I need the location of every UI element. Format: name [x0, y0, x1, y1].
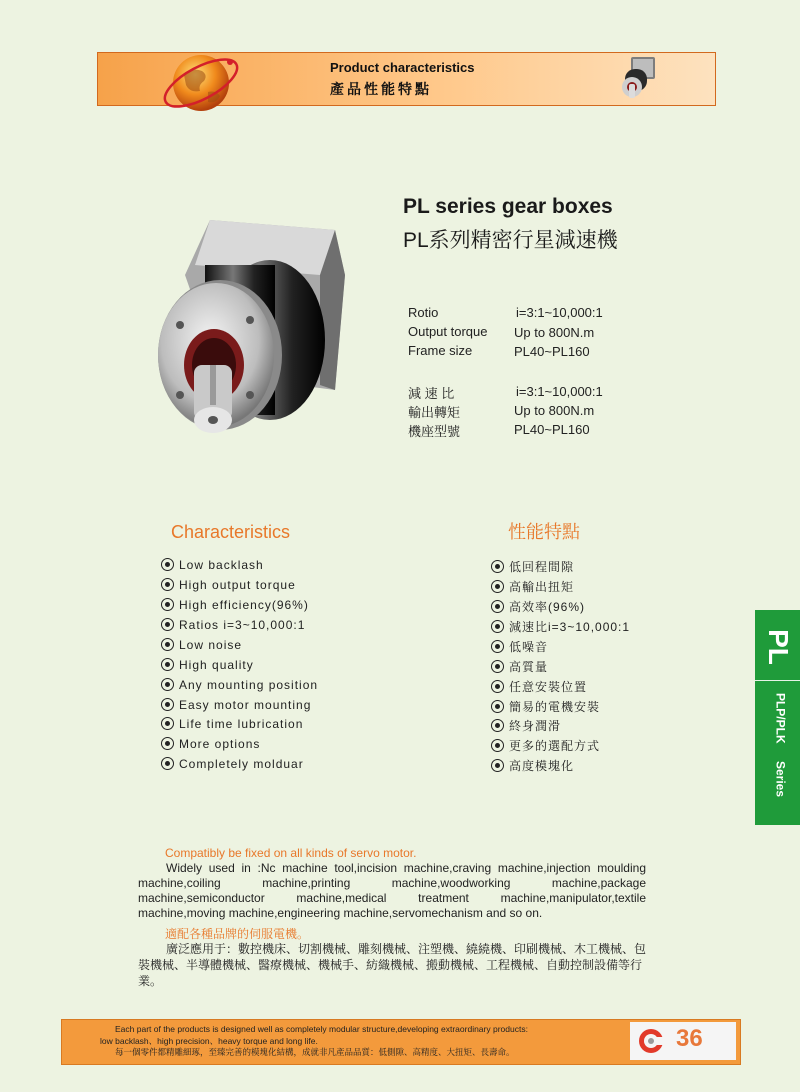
feature-item-zh — [491, 558, 574, 575]
feature-text: Life time lubrication — [179, 717, 304, 731]
feature-text: Any mounting position — [179, 678, 319, 692]
header-title-en: Product characteristics — [330, 60, 475, 75]
feature-item-zh — [491, 658, 548, 675]
feature-text: More options — [179, 737, 261, 751]
bullet-circle-icon — [161, 638, 174, 651]
compat-body-en-text: Widely used in :Nc machine tool,incision machine,craving machine,injection moulding machine,coiling machine,printing machine,woodworking machine,package machine,semiconductor machine,medical treatment machine,manipulator,textile machine,moving machine,engineering machine,servomechanism and so on. — [138, 861, 646, 920]
feature-item-zh — [491, 698, 600, 715]
globe-logo-icon — [160, 40, 242, 122]
bullet-circle-icon — [491, 660, 504, 673]
compat-body-en — [138, 861, 646, 921]
feature-item-zh — [491, 678, 587, 695]
bullet-circle-icon — [491, 640, 504, 653]
feature-item-en — [161, 658, 254, 672]
side-tab-series: PLP/PLK Series — [773, 692, 788, 798]
bullet-circle-icon — [491, 580, 504, 593]
bullet-circle-icon — [161, 598, 174, 611]
spec-label: 輸出轉矩 — [408, 405, 461, 420]
compat-heading-zh: 適配各種品牌的伺服電機。 — [165, 927, 310, 941]
bullet-circle-icon — [161, 618, 174, 631]
spec-value: i=3:1~10,000:1 — [516, 384, 603, 399]
feature-text: High quality — [179, 658, 254, 672]
feature-text: 低噪音 — [509, 640, 549, 654]
spec-label: Frame size — [408, 343, 473, 358]
product-title-zh: PL系列精密行星減速機 — [403, 229, 618, 252]
mini-gearbox-icon — [617, 55, 657, 101]
feature-text: 減速比i=3~10,000:1 — [509, 620, 631, 634]
spec-value: Up to 800N.m — [514, 403, 595, 418]
bullet-circle-icon — [491, 700, 504, 713]
feature-text: Completely molduar — [179, 757, 304, 771]
feature-text: Low noise — [179, 638, 243, 652]
feature-text: 低回程間隙 — [509, 560, 575, 574]
bullet-circle-icon — [161, 658, 174, 671]
feature-item-zh — [491, 638, 548, 655]
bullet-circle-icon — [491, 680, 504, 693]
compat-heading-en: Compatibly be fixed on all kinds of servo motor. — [165, 846, 417, 860]
feature-item-zh — [491, 578, 574, 595]
spec-value: PL40~PL160 — [514, 344, 590, 359]
feature-item-en — [161, 698, 311, 712]
bullet-circle-icon — [161, 578, 174, 591]
feature-item-zh — [491, 598, 585, 615]
feature-item-en — [161, 558, 264, 572]
bullet-circle-icon — [161, 678, 174, 691]
feature-text: 高質量 — [509, 660, 549, 674]
feature-item-zh — [491, 717, 561, 734]
feature-text: Ratios i=3~10,000:1 — [179, 618, 306, 632]
header-title-zh: 產品性能特點 — [330, 81, 432, 97]
feature-text: High efficiency(96%) — [179, 598, 309, 612]
page-number: 36 — [676, 1025, 703, 1052]
bullet-circle-icon — [491, 739, 504, 752]
spec-label: 機座型號 — [408, 424, 461, 439]
spec-label: Rotio — [408, 305, 439, 320]
feature-text: Low backlash — [179, 558, 264, 572]
feature-item-zh — [491, 618, 630, 635]
feature-item-zh — [491, 737, 600, 754]
footer-line-2: low backlash、high precision、heavy torque and long life. — [100, 1036, 318, 1046]
compat-body-zh — [138, 941, 646, 989]
feature-text: High output torque — [179, 578, 296, 592]
side-tab-code-text: PL — [763, 629, 794, 665]
feature-text: 更多的選配方式 — [509, 739, 601, 753]
feature-item-en — [161, 737, 260, 751]
spec-value: Up to 800N.m — [514, 325, 595, 340]
spec-label: 減 速 比 — [408, 386, 455, 401]
spec-value: PL40~PL160 — [514, 422, 590, 437]
bullet-circle-icon — [161, 757, 174, 770]
feature-item-en — [161, 578, 296, 592]
feature-text: 高輸出扭矩 — [509, 580, 575, 594]
feature-item-en — [161, 638, 242, 652]
bullet-circle-icon — [491, 620, 504, 633]
bullet-circle-icon — [491, 600, 504, 613]
feature-text: 終身潤滑 — [509, 719, 562, 733]
compat-body-zh-text: 廣泛應用于：數控機床、切割機械、雕刻機械、注塑機、繞繞機、印刷機械、木工機械、包裝機械、半導體機械、醫療機械、機械手、紡織機械、搬動機械、工程機械、自動控制設備等行業。 — [138, 942, 647, 988]
feature-item-en — [161, 757, 304, 771]
feature-item-en — [161, 717, 303, 731]
feature-item-en — [161, 678, 318, 692]
gearbox-product-image — [150, 215, 350, 455]
bullet-circle-icon — [161, 737, 174, 750]
product-title-en: PL series gear boxes — [403, 195, 613, 218]
feature-text: Easy motor mounting — [179, 698, 312, 712]
bullet-circle-icon — [491, 759, 504, 772]
bullet-circle-icon — [161, 558, 174, 571]
brand-c-icon — [638, 1028, 664, 1054]
footer-line-3: 每一個零件都精雕細琢，至臻完善的模塊化結構，成就非凡產品品質：低側隙、高精度、大扭矩、長壽命。 — [115, 1047, 515, 1057]
spec-value: i=3:1~10,000:1 — [516, 305, 603, 320]
bullet-circle-icon — [161, 717, 174, 730]
characteristics-heading-en: Characteristics — [171, 522, 291, 542]
feature-item-en — [161, 598, 309, 612]
characteristics-heading-zh: 性能特點 — [508, 522, 580, 542]
bullet-circle-icon — [161, 698, 174, 711]
bullet-circle-icon — [491, 560, 504, 573]
feature-text: 高度模塊化 — [509, 759, 575, 773]
feature-item-en — [161, 618, 305, 632]
feature-text: 簡易的電機安裝 — [509, 700, 601, 714]
feature-item-zh — [491, 757, 574, 774]
spec-label: Output torque — [408, 324, 488, 339]
side-tab-code — [758, 622, 798, 672]
footer-line-1: Each part of the products is designed well as completely modular structure,developing extraordinary products: — [115, 1024, 528, 1034]
bullet-circle-icon — [491, 719, 504, 732]
feature-text: 任意安裝位置 — [509, 680, 588, 694]
feature-text: 高效率(96%) — [509, 600, 586, 614]
